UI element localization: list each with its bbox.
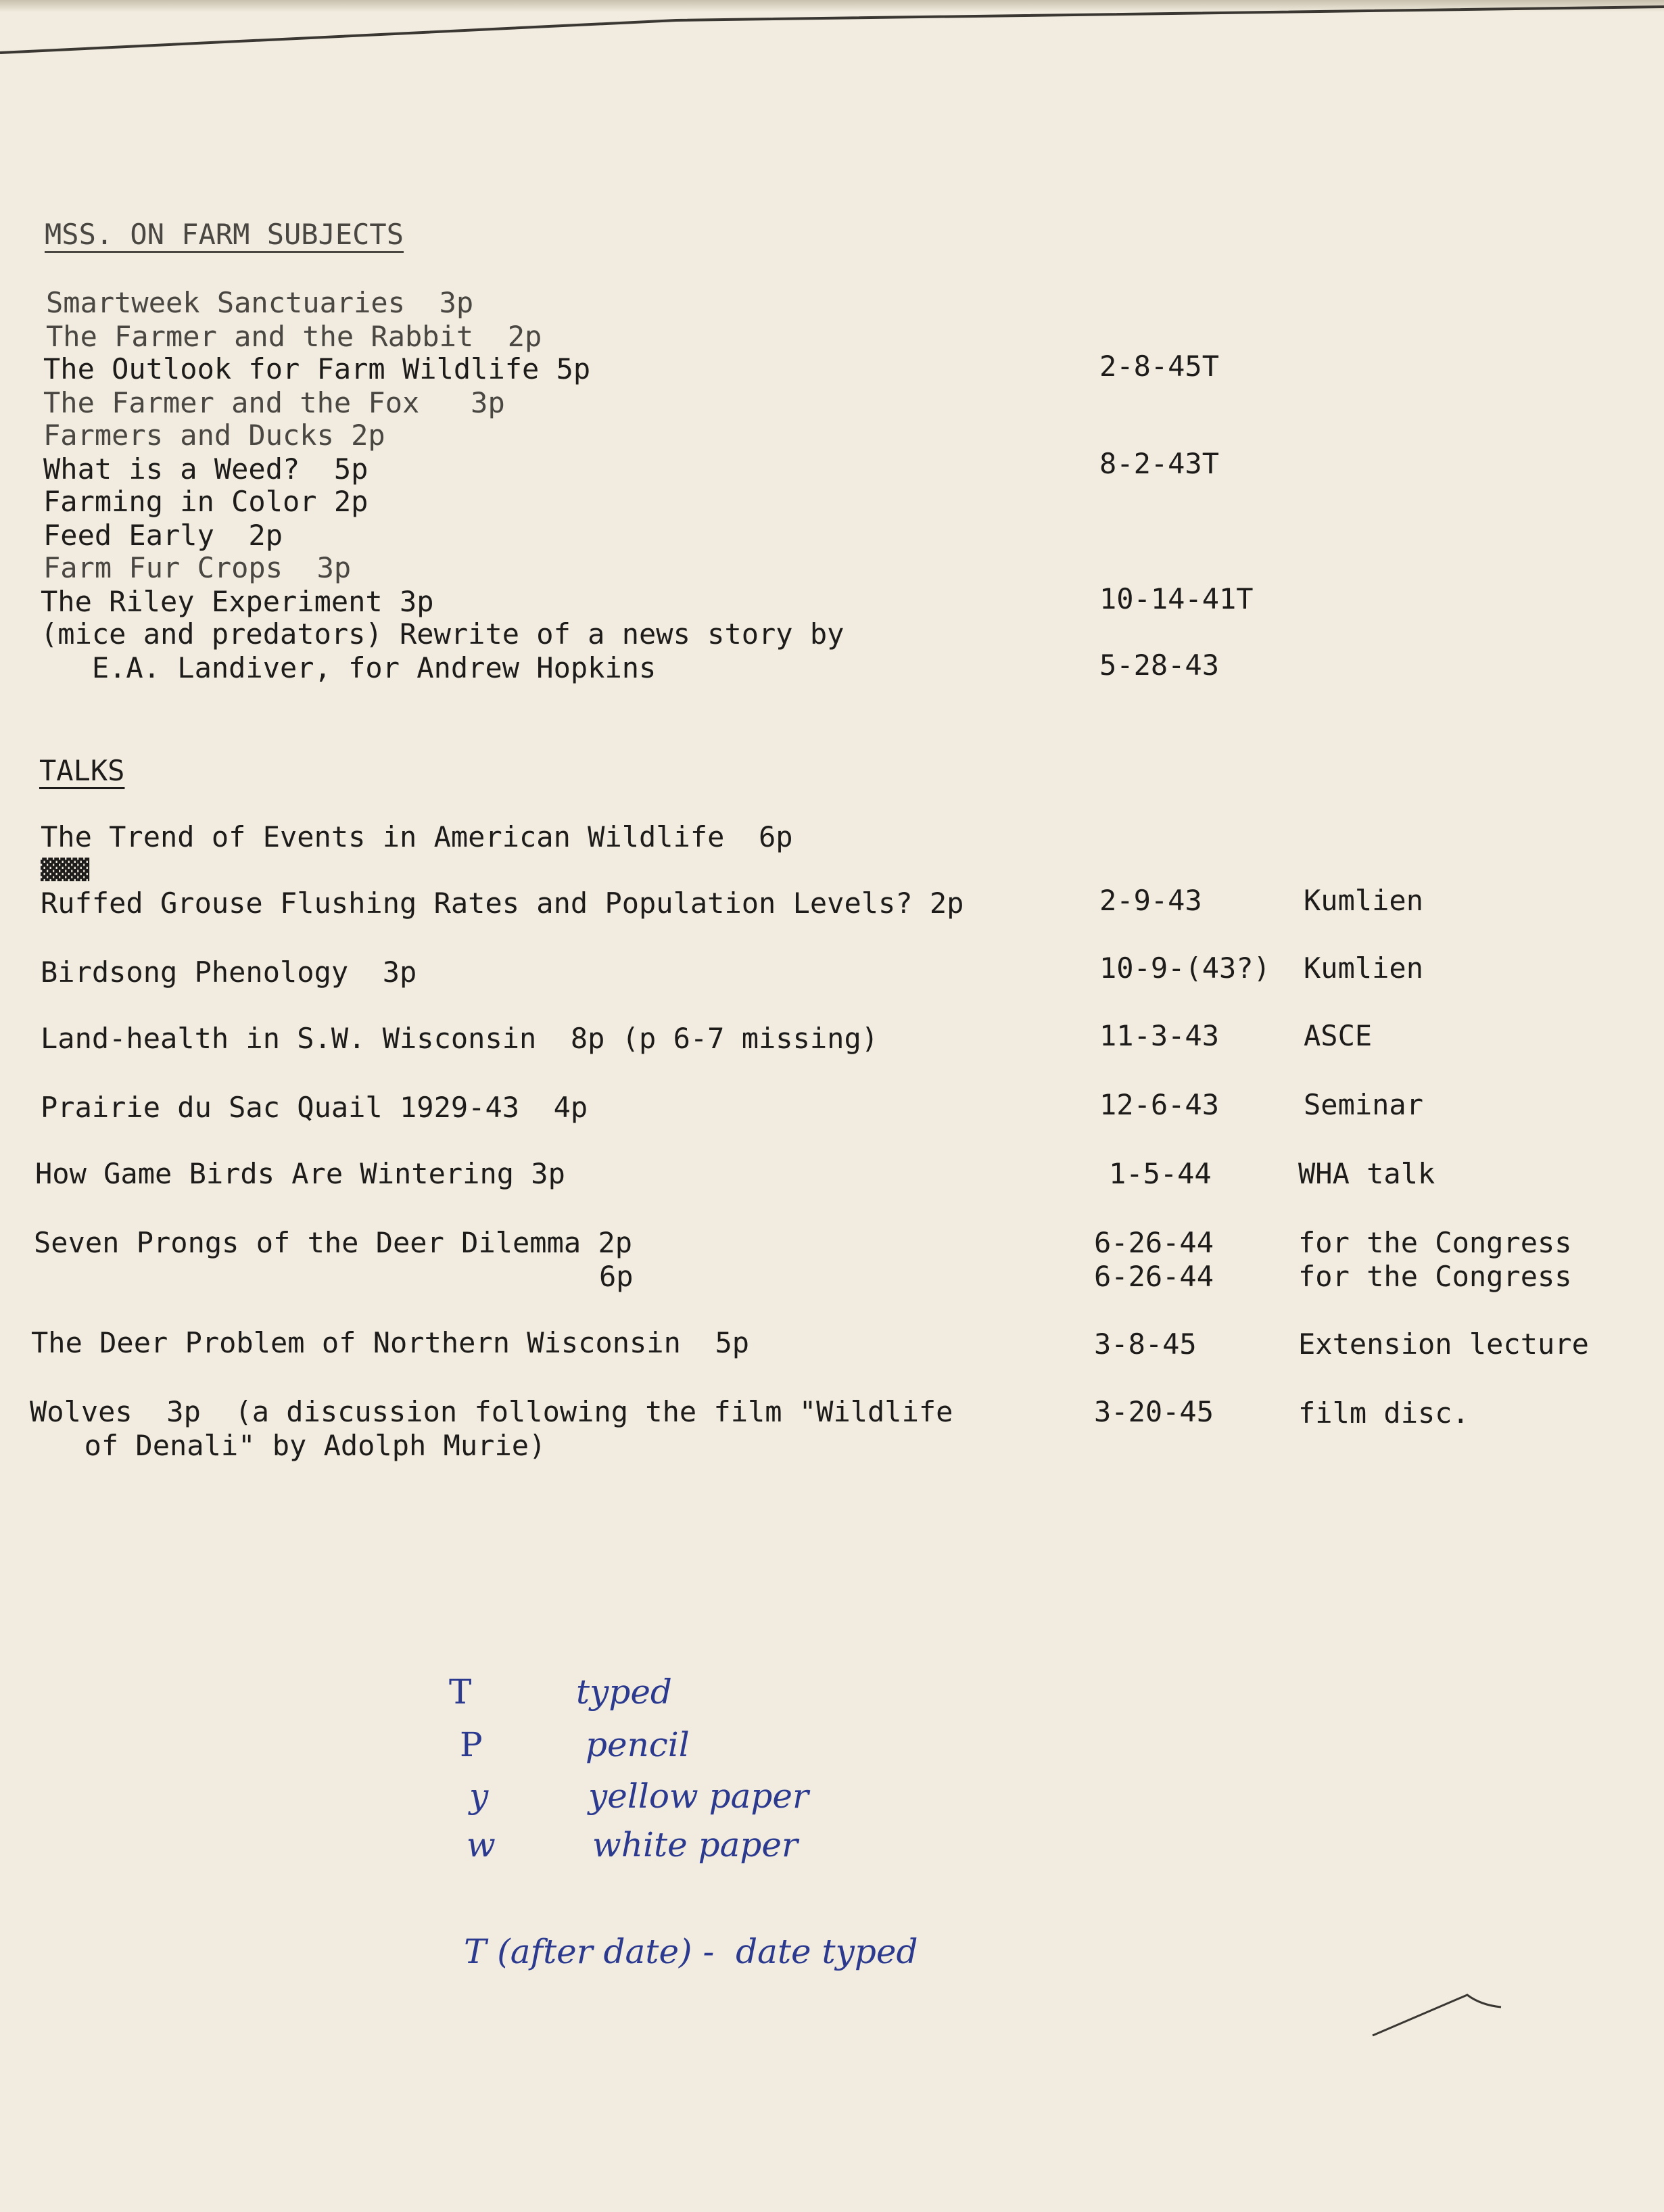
key-note: T (after date) - date typed [464,1932,918,1971]
farm-heading: MSS. ON FARM SUBJECTS [45,218,404,251]
talk-date: 12-6-43 [1099,1088,1220,1121]
talk-venue: Extension lecture [1298,1327,1589,1361]
talk-date: 6-26-44 [1094,1260,1214,1293]
talk-venue: Kumlien [1304,884,1424,917]
key-code: T [449,1672,472,1712]
farm-item-title: Farmers and Ducks 2p [43,419,385,452]
talk-date: 1-5-44 [1109,1157,1212,1190]
farm-item-date: 10-14-41T [1099,582,1254,615]
talk-venue: for the Congress [1298,1260,1572,1293]
talk-title: Wolves 3p (a discussion following the film "Wildlife [30,1395,953,1428]
key-code: P [460,1725,483,1764]
key-code: w [467,1825,496,1864]
farm-item-title: Farming in Color 2p [43,485,369,518]
talk-title: Birdsong Phenology 3p [41,956,417,989]
farm-item-title: What is a Weed? 5p [43,452,369,486]
farm-item-title: The Outlook for Farm Wildlife 5p [43,352,591,385]
talk-title: 6p [599,1260,634,1293]
talk-date: 10-9-(43?) [1099,951,1270,985]
talks-heading: TALKS [39,754,125,787]
talk-venue: Seminar [1304,1088,1424,1121]
talk-venue: film disc. [1298,1396,1469,1430]
key-meaning: white paper [592,1825,798,1864]
farm-item-date: 5-28-43 [1099,649,1220,682]
talk-title: of Denali" by Adolph Murie) [50,1429,546,1462]
talk-venue: for the Congress [1298,1226,1572,1259]
talk-date: 3-8-45 [1094,1327,1197,1361]
talk-venue: WHA talk [1298,1157,1435,1190]
talk-title: Land-health in S.W. Wisconsin 8p (p 6-7 missing) [41,1022,879,1055]
talk-date: 2-9-43 [1099,884,1202,917]
farm-item-title: The Farmer and the Rabbit 2p [46,320,542,353]
talk-date: 6-26-44 [1094,1226,1214,1259]
farm-item-title: Smartweek Sanctuaries 3p [46,286,474,319]
farm-item-date: 2-8-45T [1099,350,1220,383]
pencil-stroke [1366,1988,1515,2042]
talk-title: How Game Birds Are Wintering 3p [35,1157,565,1190]
key-meaning: yellow paper [588,1776,809,1816]
talk-title: Seven Prongs of the Deer Dilemma 2p [34,1226,633,1259]
farm-item-title: The Riley Experiment 3p [41,585,434,618]
key-meaning: typed [576,1672,672,1712]
farm-item-title: E.A. Landiver, for Andrew Hopkins [41,651,657,684]
farm-item-title: The Farmer and the Fox 3p [43,386,505,419]
farm-item-title: Feed Early 2p [43,519,283,552]
talk-date: 3-20-45 [1094,1395,1214,1428]
strikeout-mark: ▓▓▓▓ [41,858,90,882]
talk-title: Ruffed Grouse Flushing Rates and Population Levels? 2p [41,887,964,920]
farm-item-title: Farm Fur Crops 3p [43,551,352,584]
key-code: y [469,1776,489,1816]
talk-venue: ASCE [1304,1019,1373,1052]
talk-title: The Trend of Events in American Wildlife 6p [41,820,793,853]
talk-title: The Deer Problem of Northern Wisconsin 5p [31,1326,750,1359]
key-meaning: pencil [586,1725,690,1764]
talk-title: Prairie du Sac Quail 1929-43 4p [41,1091,588,1124]
talk-date: 11-3-43 [1099,1019,1220,1052]
farm-item-date: 8-2-43T [1099,447,1220,480]
farm-item-title: (mice and predators) Rewrite of a news story by [41,617,845,651]
talk-venue: Kumlien [1304,951,1424,985]
top-fold-line [0,0,1664,61]
